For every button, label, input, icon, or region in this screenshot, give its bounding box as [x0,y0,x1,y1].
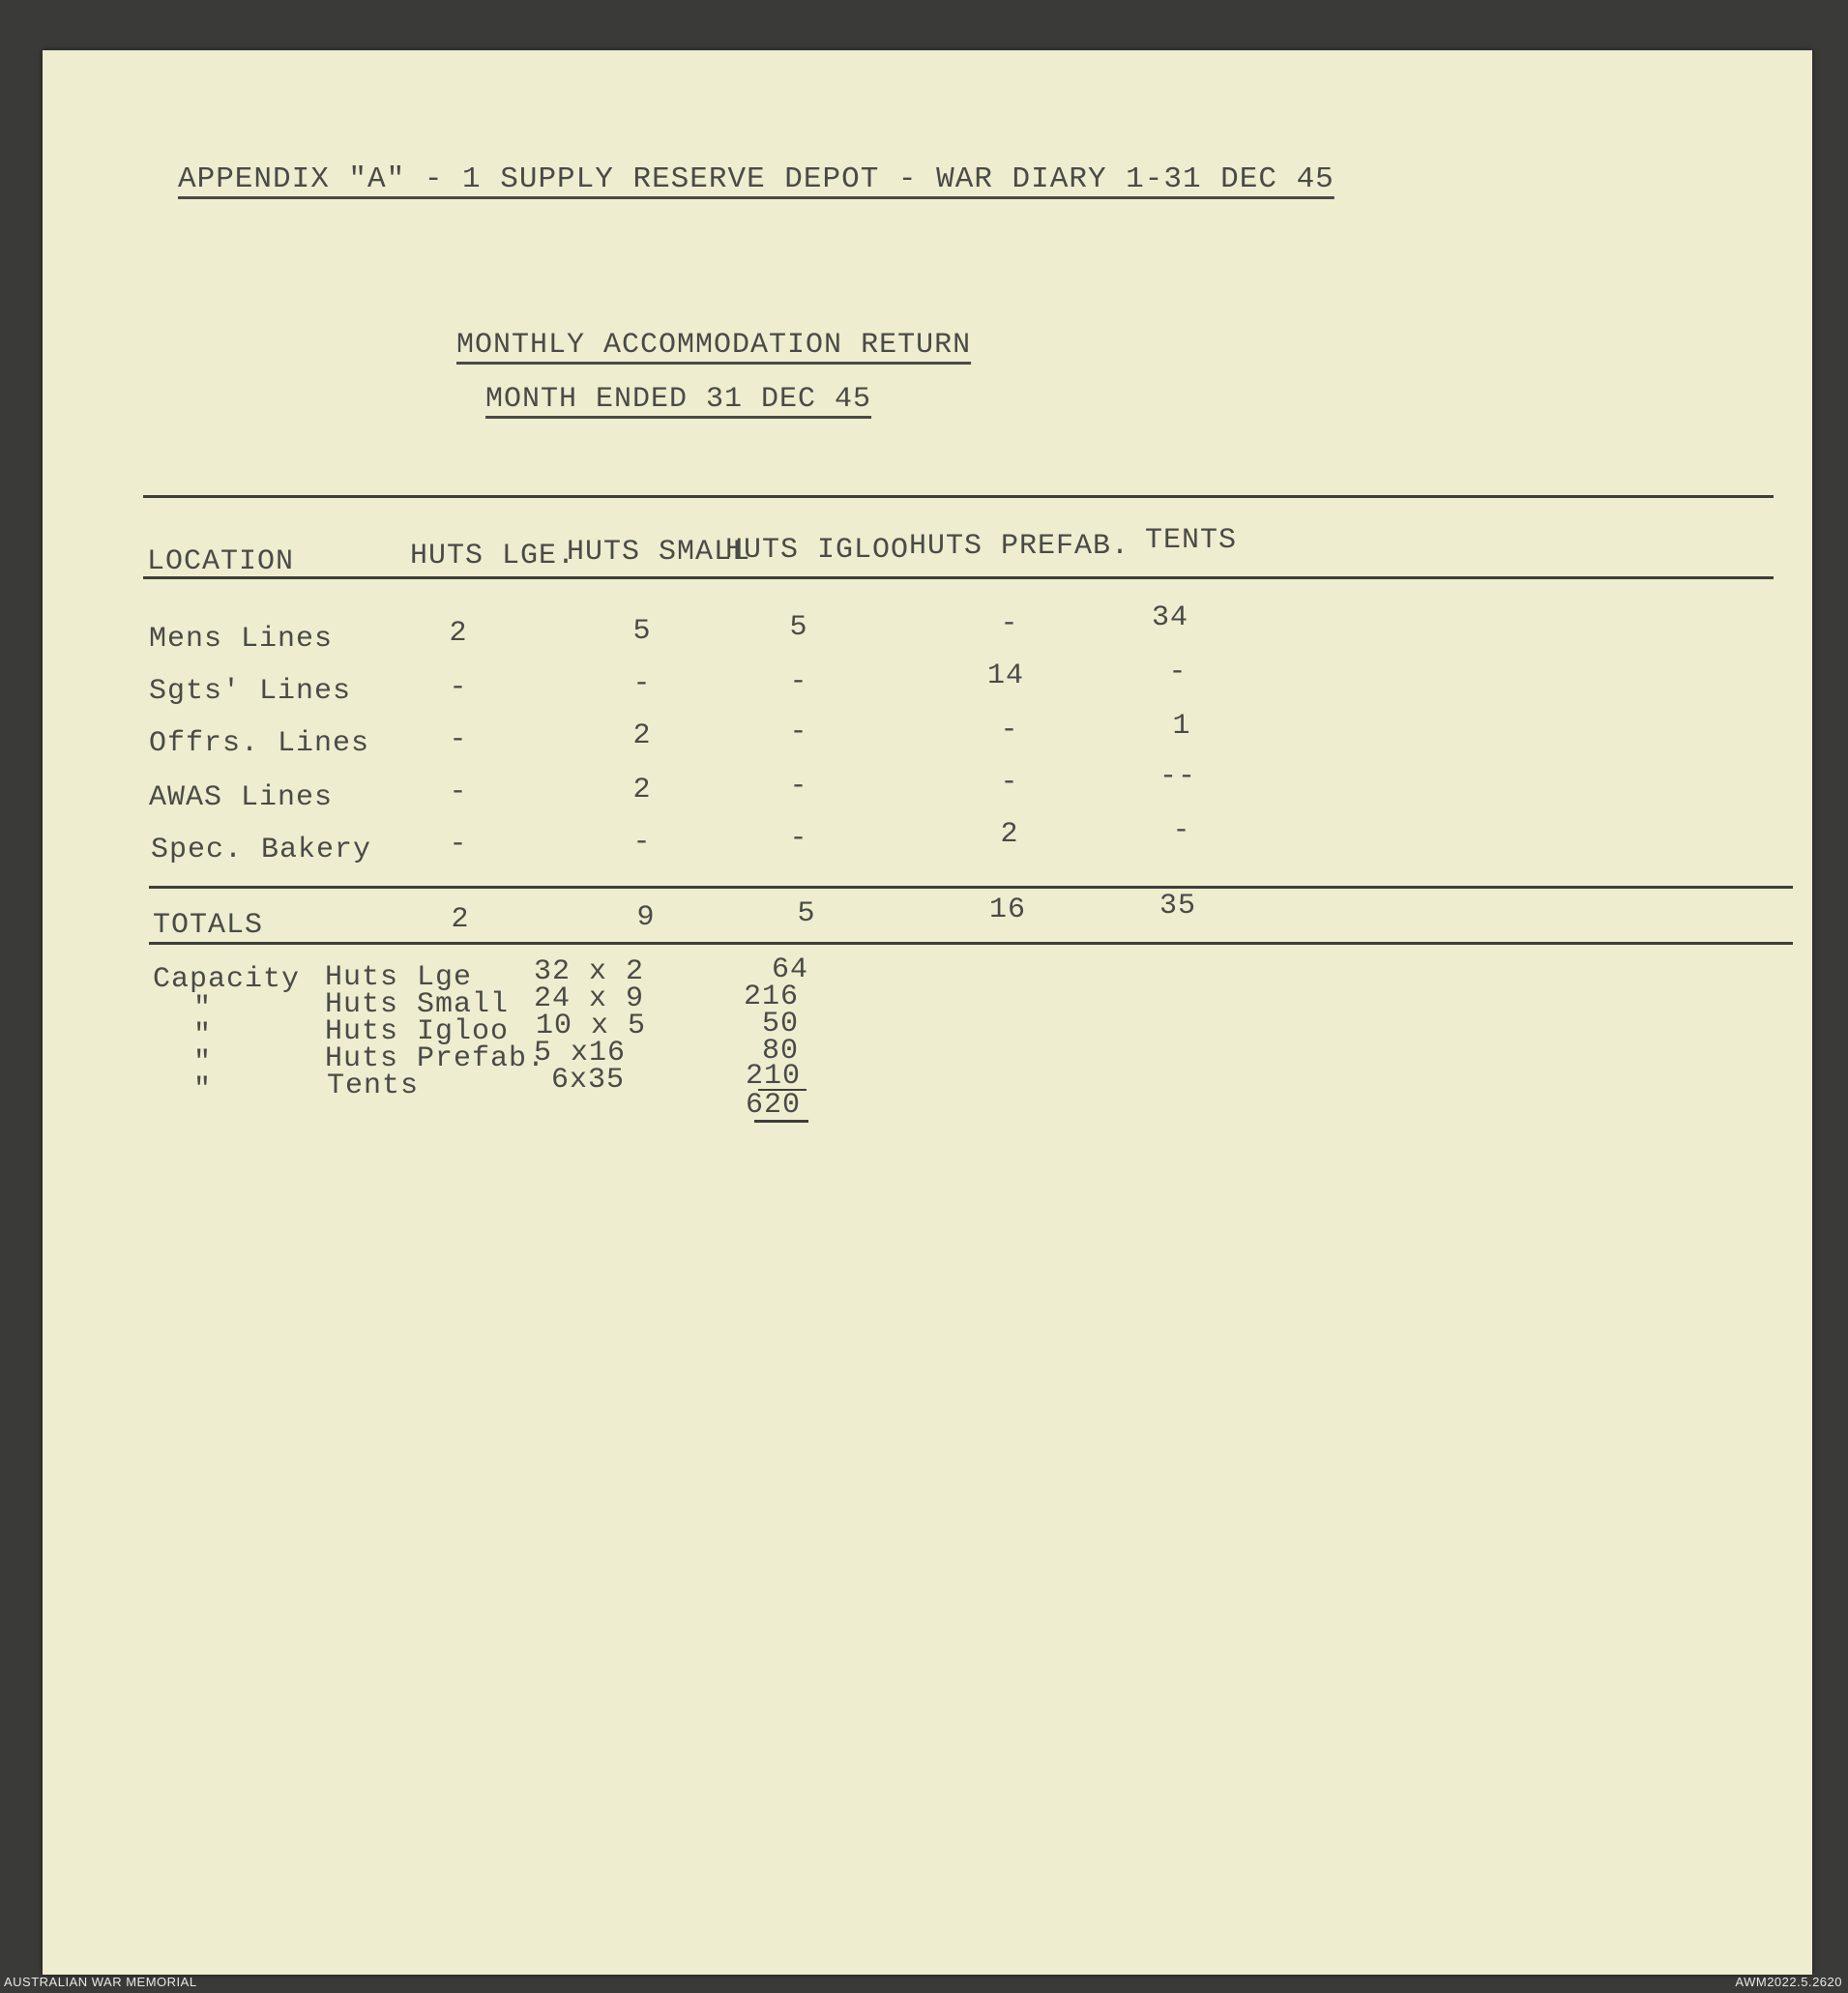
capacity-calc: 24 x 9 [534,982,645,1015]
capacity-value: 64 [771,953,808,986]
capacity-calc: 5 x16 [534,1037,627,1070]
capacity-value: 50 [761,1008,799,1040]
table-cell: - [632,826,652,859]
table-cell: - [789,665,808,698]
return-subtitle: MONTH ENDED 31 DEC 45 [485,383,872,416]
table-cell: 2 [1000,818,1019,851]
capacity-type: Huts Small [325,988,510,1021]
table-cell: 2 [449,617,468,650]
table-cell: 2 [632,719,652,752]
totals-cell: 16 [988,894,1026,926]
totals-bottom-rule [149,942,1793,945]
table-cell: - [789,822,808,855]
table-cell: 14 [986,659,1024,692]
table-cell: - [1000,607,1019,640]
col-header-huts-prefab: HUTS PREFAB. [909,530,1130,563]
table-cell: - [789,770,808,803]
table-cell: 5 [632,615,652,648]
capacity-value: 210 [745,1060,801,1093]
table-cell: 1 [1172,710,1191,743]
totals-label: TOTALS [153,909,264,942]
table-cell: - [1000,766,1019,799]
table-cell: - [1168,656,1188,689]
header-bottom-rule [143,576,1774,579]
totals-cell: 5 [797,897,816,930]
capacity-type: Tents [327,1070,420,1102]
table-top-rule [143,495,1774,498]
col-header-location: LOCATION [147,545,295,578]
table-row-label: Mens Lines [149,623,334,656]
table-cell: - [1172,814,1191,847]
table-cell: - [789,716,808,748]
sum-rule-bottom [754,1120,808,1123]
table-cell: - [449,776,468,808]
capacity-calc: 32 x 2 [534,955,645,988]
totals-cell: 35 [1159,890,1196,923]
footer-accession: AWM2022.5.2620 [1735,1975,1842,1989]
footer-institution: AUSTRALIAN WAR MEMORIAL [4,1975,197,1989]
totals-cell: 9 [636,901,656,934]
return-title: MONTHLY ACCOMMODATION RETURN [456,329,972,362]
document-page [43,50,1812,1975]
capacity-calc: 10 x 5 [536,1010,647,1042]
ditto-mark: " [193,992,213,1025]
col-header-huts-lge: HUTS LGE. [410,540,576,572]
table-cell: - [1000,714,1019,747]
totals-cell: 2 [451,903,470,936]
appendix-header: APPENDIX "A" - 1 SUPPLY RESERVE DEPOT - WAR DIARY 1-31 DEC 45 [178,162,1335,196]
col-header-huts-igloo: HUTS IGLOO [725,534,910,567]
ditto-mark: " [193,1019,213,1052]
table-cell: - [632,667,652,700]
table-cell: 5 [789,611,808,644]
table-cell: - [449,828,468,861]
capacity-value: 80 [761,1035,799,1068]
ditto-mark: " [193,1073,213,1106]
table-row-label: Sgts' Lines [149,675,352,708]
capacity-label: Capacity [153,963,301,996]
capacity-value: 216 [743,981,799,1013]
capacity-type: Huts Igloo [325,1015,510,1048]
col-header-huts-small: HUTS SMALL [567,536,751,569]
table-cell: 2 [632,774,652,806]
body-bottom-rule [149,886,1793,889]
capacity-type: Huts Lge [325,961,473,994]
capacity-type: Huts Prefab. [325,1042,546,1075]
table-cell: - [449,723,468,756]
table-row-label: AWAS Lines [149,781,334,814]
table-cell: -- [1159,760,1196,793]
capacity-total: 620 [745,1089,801,1122]
capacity-calc: 6x35 [551,1064,626,1097]
table-row-label: Offrs. Lines [149,727,370,760]
ditto-mark: " [193,1046,213,1079]
col-header-tents: TENTS [1145,524,1238,557]
table-cell: 34 [1151,601,1188,634]
table-row-label: Spec. Bakery [151,834,372,866]
table-cell: - [449,671,468,704]
